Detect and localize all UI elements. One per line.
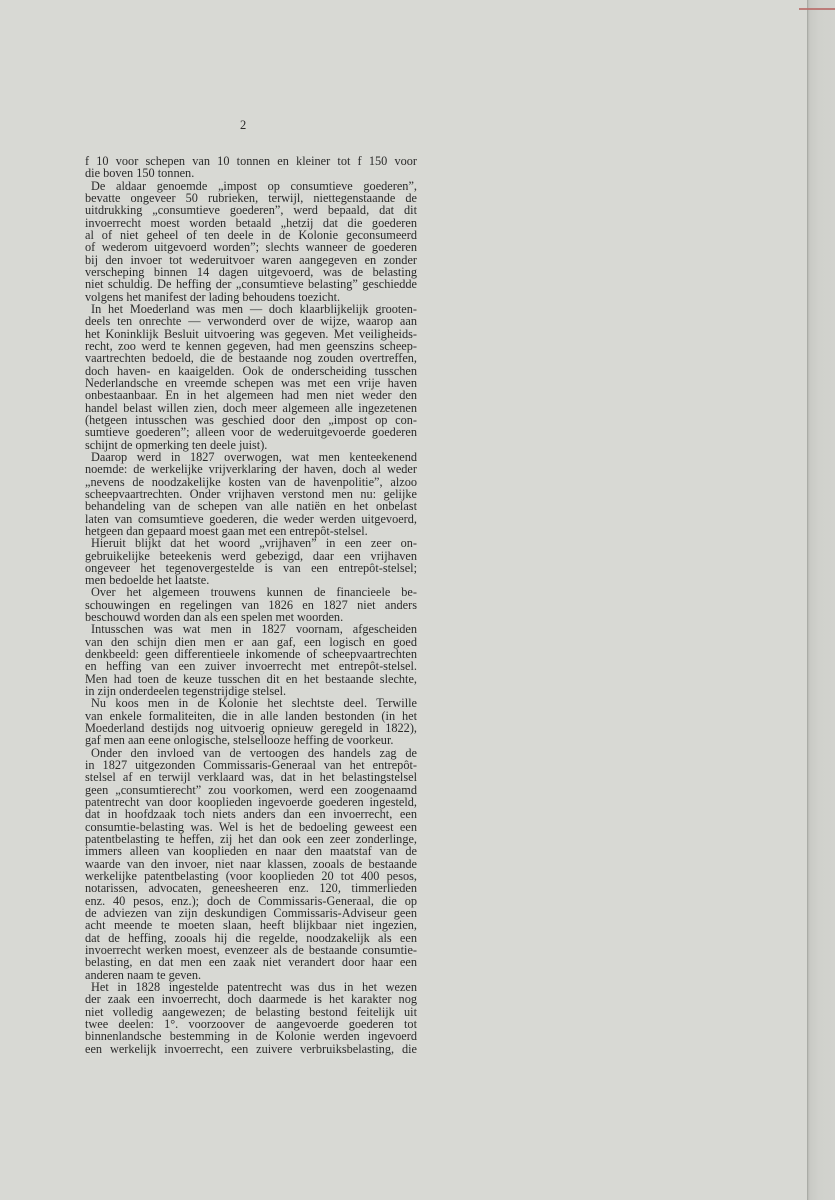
text-line: enz. 40 pesos, enz.); doch de Commissaris-Generaal, die op — [85, 893, 417, 908]
text-line: vaartrechten bedoeld, die de bestaande nog zouden overtreffen, — [85, 351, 417, 366]
paragraph — [85, 451, 417, 537]
text-line: notarissen, advocaten, geneesheeren enz. 120, timmerlieden — [85, 881, 417, 896]
text-line: Hieruit blijkt dat het woord „vrijhaven” in een zeer on- — [91, 536, 417, 551]
text-line: recht, zoo werd te kennen gegeven, had men geenszins scheep- — [85, 338, 417, 353]
text-line: Onder den invloed van de vertoogen des handels zag de — [91, 745, 417, 760]
text-line: het Koninklijk Besluit uitvoering was gegeven. Met veiligheids- — [85, 326, 417, 341]
text-line: De aldaar genoemde „impost op consumtieve goederen”, — [91, 178, 417, 193]
text-line: of wederom uitgevoerd worden”; slechts wanneer de goederen — [85, 240, 417, 255]
text-line: Men had toen de keuze tusschen dit en het bestaande slechte, — [85, 671, 417, 686]
paragraph — [85, 697, 417, 746]
text-line: binnenlandsche bestemming in de Kolonie werden ingevoerd — [85, 1029, 417, 1044]
text-line: handel belast willen zien, doch meer algemeen alle ingezetenen — [85, 400, 417, 415]
adjacent-page-edge — [807, 0, 835, 1200]
text-line: patentrecht van door kooplieden ingevoerde goederen ingesteld, — [85, 795, 417, 810]
text-line: invoerrecht moest worden betaald „hetzij dat die goederen — [85, 215, 417, 230]
text-line: gebruikelijke beteekenis werd gebezigd, daar een vrijhaven — [85, 548, 417, 563]
text-line: volgens het manifest der lading behoudens toezicht. — [85, 289, 341, 304]
text-line: van den schijn dien men er aan gaf, een logisch en goed — [85, 634, 417, 649]
text-line: twee deelen: 1°. voorzoover de aangevoerde goederen tot — [85, 1016, 417, 1031]
text-line: waarde van den invoer, niet naar klassen, zooals de bestaande — [85, 856, 417, 871]
paragraph — [85, 180, 417, 303]
paragraph — [85, 303, 417, 451]
text-line: uitdrukking „consumtieve goederen”, werd bepaald, dat dit — [85, 203, 417, 218]
text-line: Nederlandsche en vreemde schepen was met een vrije haven — [85, 375, 417, 390]
text-line: dat in hoofdzaak toch niets anders dan een invoerrecht, een — [85, 807, 417, 822]
text-line: en heffing van een zuiver invoerrecht met entrepôt-stelsel. — [85, 659, 417, 674]
paragraph — [85, 623, 417, 697]
text-line: bevatte ongeveer 50 rubrieken, terwijl, niettegenstaande de — [85, 190, 417, 205]
text-line: Het in 1828 ingestelde patentrecht was dus in het wezen — [91, 979, 417, 994]
text-line: behandeling van de schepen van alle natiën en het onbelast — [85, 499, 417, 514]
text-line: niet schuldig. De heffing der „consumtieve belasting” geschiedde — [85, 277, 417, 292]
text-line: immers alleen van kooplieden en naar den maatstaf van de — [85, 844, 417, 859]
text-line: schouwingen en regelingen van 1826 en 1827 niet anders — [85, 597, 417, 612]
body-text — [85, 155, 417, 1055]
text-line: dat de heffing, zooals hij die regelde, noodzakelijk als een — [85, 930, 417, 945]
text-line: stelsel af en terwijl verklaard was, dat in het belastingstelsel — [85, 770, 417, 785]
text-line: niet volledig aangewezen; de belasting bestond feitelijk uit — [85, 1004, 417, 1019]
text-line: f 10 voor schepen van 10 tonnen en kleiner tot f 150 voor — [85, 154, 417, 168]
text-line: van enkele formaliteiten, die in alle landen bestonden (in het — [85, 708, 417, 723]
text-line: men bedoelde het laatste. — [85, 573, 210, 588]
text-line: werkelijke patentbelasting (voor kooplieden 20 tot 400 pesos, — [85, 869, 417, 884]
text-line: noemde: de werkelijke vrijverklaring der haven, doch al weder — [85, 462, 417, 477]
text-line: die boven 150 tonnen. — [85, 166, 195, 181]
text-line: een werkelijk invoerrecht, een zuivere verbruiksbelasting, die — [85, 1041, 417, 1056]
text-line: In het Moederland was men — doch klaarblijkelijk grooten- — [91, 301, 417, 316]
text-line: acht meende te moeten slaan, heeft blijkbaar niet ingezien, — [85, 918, 417, 933]
text-line: consumtie-belasting was. Wel is het de bedoeling geweest een — [85, 819, 417, 834]
text-line: onbestaanbaar. En in het algemeen had men niet weder den — [85, 388, 417, 403]
text-line: gaf men aan eene onlogische, stelsellooze heffing de voorkeur. — [85, 733, 394, 748]
text-line: „nevens de noodzakelijke kosten van de havenpolitie”, alzoo — [85, 474, 417, 489]
text-line: al of niet geheel of ten deele in de Kolonie geconsumeerd — [85, 227, 417, 242]
paragraph — [85, 981, 417, 1055]
text-line: denkbeeld: geen differentieele inkomende of scheepvaartrechten — [85, 647, 417, 662]
paragraph — [85, 155, 417, 180]
text-line: scheepvaartrechten. Onder vrijhaven verstond men nu: gelijke — [85, 486, 417, 501]
text-line: Intusschen was wat men in 1827 voornam, afgescheiden — [91, 622, 417, 637]
text-line: Nu koos men in de Kolonie het slechtste deel. Terwille — [91, 696, 417, 711]
text-line: (hetgeen intusschen was geschied door den „impost op con- — [85, 412, 417, 427]
text-line: beschouwd worden dan als een spelen met woorden. — [85, 610, 344, 625]
text-line: in 1827 uitgezonden Commissaris-Generaal van het entrepôt- — [85, 758, 417, 773]
text-line: sumtieve goederen”; alleen voor de wederuitgevoerde goederen — [85, 425, 417, 440]
paragraph — [85, 586, 417, 623]
text-line: bij den invoer tot wederuitvoer waren aangegeven en zonder — [85, 252, 417, 267]
text-line: ongeveer het tegenovergestelde is van een entrepôt-stelsel; — [85, 560, 417, 575]
text-line: hetgeen dan gepaard moest gaan met een entrepôt-stelsel. — [85, 523, 368, 538]
page-number: 2 — [240, 118, 247, 132]
text-line: schijnt de opmerking ten deele juist). — [85, 437, 268, 452]
paragraph — [85, 747, 417, 981]
text-line: doch haven- en kaaigelden. Ook de onderscheiding tusschen — [85, 363, 417, 378]
text-line: patentbelasting te heffen, zij het dan ook een zeer zonderlinge, — [85, 832, 417, 847]
text-line: in zijn onderdeelen tegenstrijdige stelsel. — [85, 684, 287, 699]
text-line: Over het algemeen trouwens kunnen de financieele be- — [91, 585, 417, 600]
text-line: verscheping binnen 14 dagen uitgevoerd, was de belasting — [85, 264, 417, 279]
text-line: invoerrecht werken moest, evenzeer als de bestaande consumtie- — [85, 943, 417, 957]
paragraph — [85, 537, 417, 586]
text-line: anderen naam te geven. — [85, 967, 202, 982]
text-line: Daarop werd in 1827 overwogen, wat men kenteekenend — [91, 449, 417, 464]
red-edge-line — [799, 8, 835, 10]
text-line: der zaak een invoerrecht, doch daarmede is het karakter nog — [85, 992, 417, 1007]
text-line: deels ten onrechte — verwonderd over de wijze, waarop aan — [85, 314, 417, 329]
text-line: de adviezen van zijn deskundigen Commissaris-Adviseur geen — [85, 906, 417, 921]
text-line: laten van comsumtieve goederen, die weder werden uitgevoerd, — [85, 511, 417, 526]
text-line: geen „consumtierecht” zou voorkomen, werd een zoogenaamd — [85, 782, 417, 797]
text-line: belasting, en dat men een zaak niet verandert door haar een — [85, 955, 417, 970]
text-line: Moederland destijds nog uitvoerig opnieuw geregeld in 1822), — [85, 721, 417, 736]
